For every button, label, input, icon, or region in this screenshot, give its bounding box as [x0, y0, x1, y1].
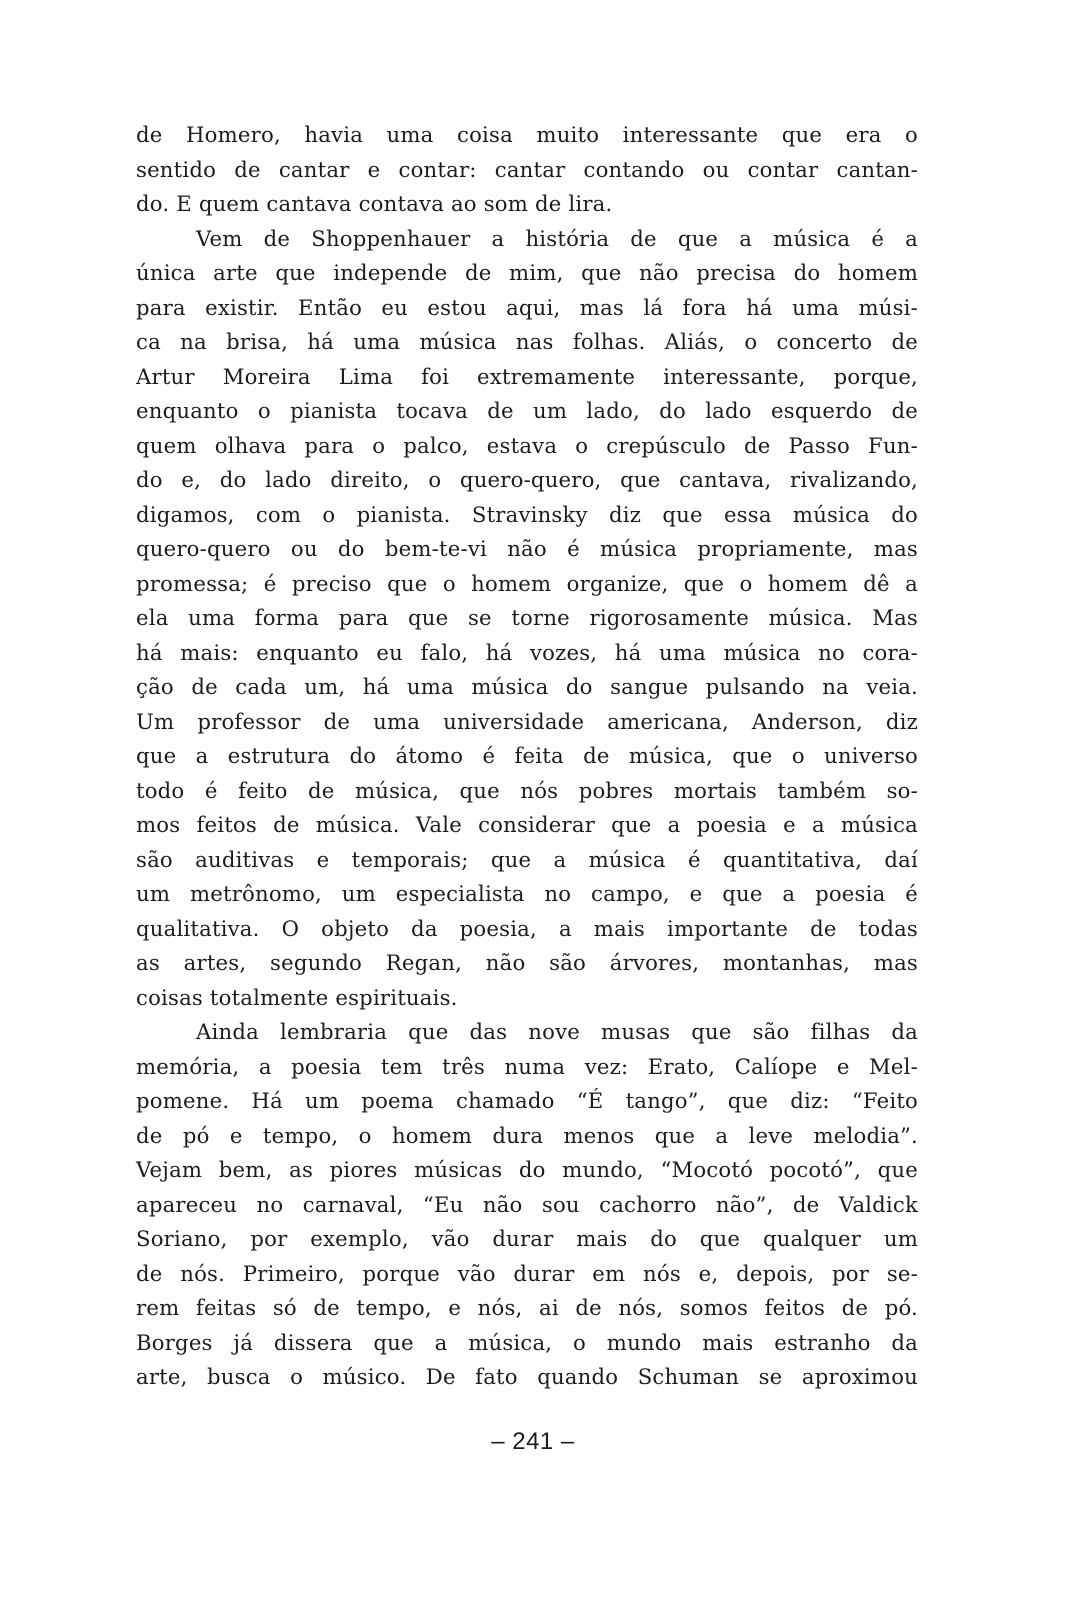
text-line: do. E quem cantava contava ao som de lira.: [136, 191, 613, 216]
text-line: para existir. Então eu estou aqui, mas lá fora há uma músi-: [136, 294, 918, 320]
text-line: que a estrutura do átomo é feita de música, que o universo: [136, 743, 918, 768]
text-line: de pó e tempo, o homem dura menos que a leve melodia”.: [136, 1122, 918, 1148]
text-line: quem olhava para o palco, estava o crepúsculo de Passo Fun-: [136, 432, 918, 458]
text-line: ca na brisa, há uma música nas folhas. Aliás, o concerto de: [136, 329, 918, 354]
text-line: Artur Moreira Lima foi extremamente interessante, porque,: [136, 363, 918, 389]
text-line: ela uma forma para que se torne rigorosamente música. Mas: [136, 605, 918, 630]
text-line: enquanto o pianista tocava de um lado, do lado esquerdo de: [136, 398, 918, 423]
text-line: um metrônomo, um especialista no campo, e que a poesia é: [136, 881, 918, 906]
paragraph: [136, 222, 918, 1016]
text-line: são auditivas e temporais; que a música é quantitativa, daí: [136, 846, 918, 872]
page-number: – 241 –: [491, 1428, 575, 1455]
text-line: de nós. Primeiro, porque vão durar em nós e, depois, por se-: [136, 1260, 918, 1286]
text-line: do e, do lado direito, o quero-quero, que cantava, rivalizando,: [136, 467, 918, 492]
text-line: há mais: enquanto eu falo, há vozes, há uma música no cora-: [136, 639, 918, 665]
text-line: sentido de cantar e contar: cantar contando ou contar cantan-: [136, 156, 918, 182]
text-line: apareceu no carnaval, “Eu não sou cachorro não”, de Valdick: [136, 1191, 918, 1217]
text-line: arte, busca o músico. De fato quando Schuman se aproximou: [136, 1364, 918, 1389]
paragraph: [136, 118, 918, 222]
text-line: de Homero, havia uma coisa muito interessante que era o: [136, 122, 918, 147]
text-line: rem feitas só de tempo, e nós, ai de nós, somos feitos de pó.: [136, 1295, 918, 1320]
text-line: Borges já dissera que a música, o mundo mais estranho da: [136, 1329, 918, 1355]
text-line: única arte que independe de mim, que não precisa do homem: [136, 260, 918, 285]
text-line: Um professor de uma universidade americana, Anderson, diz: [136, 708, 918, 734]
text-line: Ainda lembraria que das nove musas que são filhas da: [196, 1019, 918, 1044]
text-line: todo é feito de música, que nós pobres mortais também so-: [136, 777, 918, 803]
text-line: coisas totalmente espirituais.: [136, 984, 458, 1010]
page-body: [136, 118, 918, 1518]
text-line: qualitativa. O objeto da poesia, a mais importante de todas: [136, 915, 918, 941]
text-line: memória, a poesia tem três numa vez: Erato, Calíope e Mel-: [136, 1053, 918, 1079]
text-line: Vejam bem, as piores músicas do mundo, “Mocotó pocotó”, que: [136, 1157, 918, 1182]
text-line: digamos, com o pianista. Stravinsky diz que essa música do: [136, 501, 918, 527]
text-line: quero-quero ou do bem-te-vi não é música propriamente, mas: [136, 536, 918, 561]
text-line: Soriano, por exemplo, vão durar mais do que qualquer um: [136, 1226, 918, 1251]
text-line: promessa; é preciso que o homem organize, que o homem dê a: [136, 570, 918, 596]
text-line: mos feitos de música. Vale considerar que a poesia e a música: [136, 812, 918, 837]
text-line: pomene. Há um poema chamado “É tango”, que diz: “Feito: [136, 1088, 918, 1113]
text-line: as artes, segundo Regan, não são árvores, montanhas, mas: [136, 950, 918, 975]
text-line: Vem de Shoppenhauer a história de que a música é a: [196, 225, 918, 251]
text-line: ção de cada um, há uma música do sangue pulsando na veia.: [136, 674, 918, 699]
paragraph: [136, 1015, 918, 1395]
